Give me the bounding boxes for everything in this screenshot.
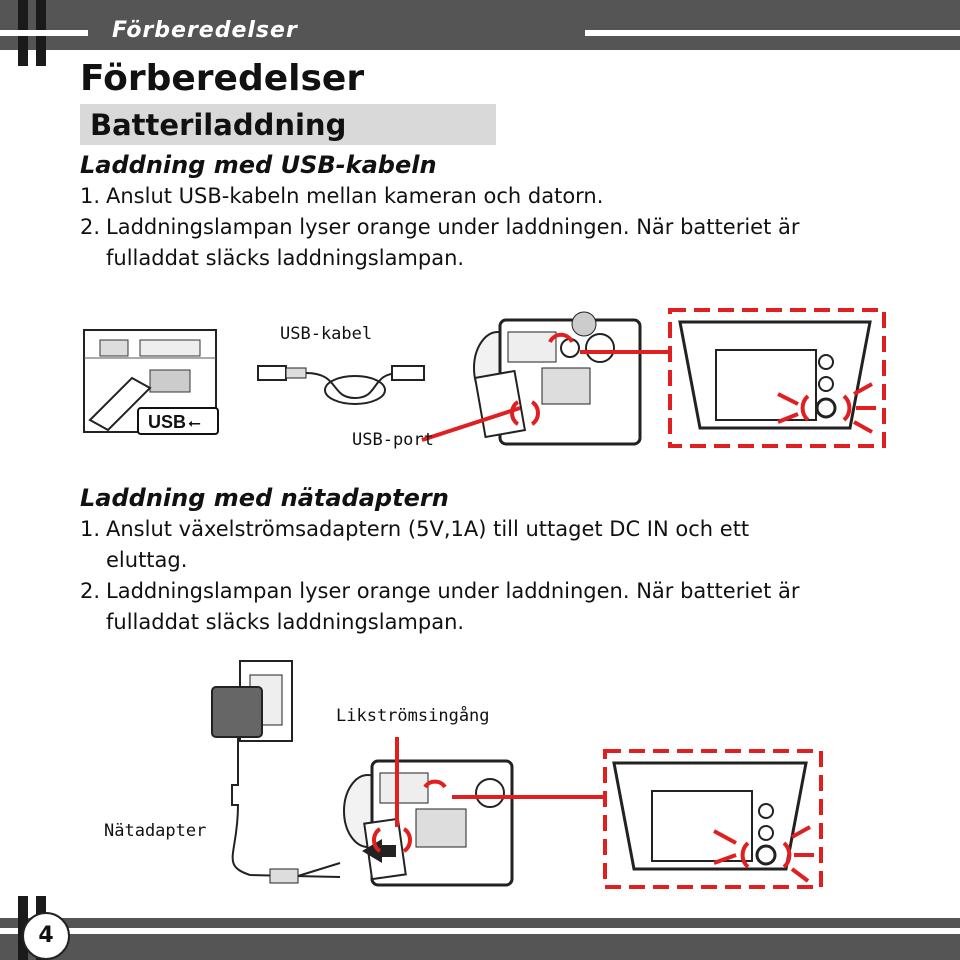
usb-heading: Laddning med USB-kabeln: [80, 151, 437, 179]
page-number: 4: [38, 923, 54, 948]
camera-illustration: [474, 312, 640, 444]
usb-charging-figure: [80, 298, 900, 468]
usb-logo-text: USB: [148, 412, 187, 432]
adapter-heading: Laddning med nätadaptern: [80, 484, 449, 512]
footer-bar: [0, 918, 960, 960]
section-title: Batteriladdning: [90, 108, 347, 142]
step-text: Laddningslampan lyser orange under laddningen. När batteriet är: [106, 579, 800, 603]
section-title-bar: [80, 104, 496, 145]
computer-port-panel: [84, 330, 218, 434]
step-text: Anslut växelströmsadaptern (5V,1A) till uttaget DC IN och ett: [106, 517, 750, 541]
usb-step-2: [80, 212, 800, 243]
adapter-caption: Nätadapter: [104, 821, 207, 841]
usb-step-1: [80, 181, 603, 212]
usb-port-caption: USB-port: [352, 430, 434, 450]
step-number: 2.: [80, 215, 101, 239]
step-text: Laddningslampan lyser orange under laddningen. När batteriet är: [106, 215, 800, 239]
adapter-step-1-continued: eluttag.: [106, 548, 188, 572]
adapter-step-2: [80, 576, 800, 607]
header-rail-right: [585, 30, 960, 36]
step-number: 2.: [80, 579, 101, 603]
page-title: Förberedelser: [80, 58, 365, 99]
usb-step-2-continued: fulladdat släcks laddningslampan.: [106, 246, 465, 270]
step-number: 1.: [80, 184, 101, 208]
step-number: 1.: [80, 517, 101, 541]
charging-lamp-zoom: [670, 310, 884, 446]
footer-rail: [0, 928, 960, 934]
page-number-badge: [22, 912, 70, 960]
running-title: Förberedelser: [112, 18, 298, 43]
svg-text:⭠: ⭠: [188, 413, 201, 432]
camera-illustration: [344, 761, 512, 885]
step-text: Anslut USB-kabeln mellan kameran och datorn.: [106, 184, 604, 208]
wall-adapter-illustration: [212, 661, 340, 883]
usb-cable-icon: [258, 366, 424, 404]
adapter-charging-figure: [100, 655, 830, 905]
header-rail-cross: [0, 30, 60, 36]
usb-cable-caption: USB-kabel: [280, 324, 373, 344]
header-bar: [0, 0, 960, 50]
adapter-step-2-continued: fulladdat släcks laddningslampan.: [106, 610, 465, 634]
charging-lamp-zoom: [605, 751, 821, 887]
dc-in-caption: Likströmsingång: [336, 706, 490, 726]
adapter-step-1: [80, 514, 749, 545]
